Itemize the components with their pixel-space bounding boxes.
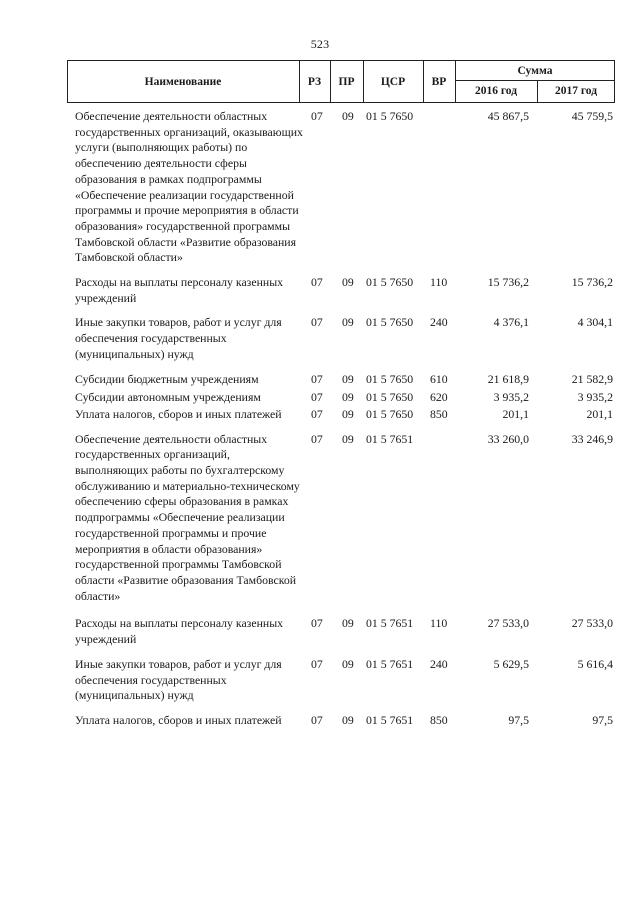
row-sum-2016: 5 629,5: [493, 656, 529, 671]
row-csr: 01 5 7650: [366, 390, 414, 405]
row-name: Уплата налогов, сборов и иных платежей: [75, 406, 282, 421]
table-row: [67, 109, 615, 266]
row-rz: 07: [311, 616, 323, 631]
row-csr: 01 5 7651: [366, 656, 414, 671]
table-row: [67, 315, 615, 362]
table-header: [67, 60, 615, 103]
table-row: [67, 275, 615, 306]
row-csr: 01 5 7650: [366, 371, 414, 386]
row-name: Иные закупки товаров, работ и услуг для обеспечения государственных (муниципальных) нужд: [75, 656, 282, 703]
row-pr: 09: [342, 275, 354, 290]
row-pr: 09: [342, 371, 354, 386]
row-sum-2016: 21 618,9: [487, 371, 529, 386]
row-pr: 09: [342, 656, 354, 671]
header-year-2016: 2016 год: [474, 85, 518, 97]
row-sum-2017: 15 736,2: [571, 275, 613, 290]
header-name: Наименование: [144, 75, 222, 88]
header-pr: ПР: [338, 75, 355, 88]
row-vr: 240: [430, 656, 448, 671]
table-row: [67, 372, 615, 388]
row-rz: 07: [311, 109, 323, 123]
row-sum-2017: 45 759,5: [571, 109, 613, 123]
row-vr: 610: [430, 371, 448, 386]
row-pr: 09: [342, 109, 354, 123]
row-sum-2016: 4 376,1: [493, 315, 529, 330]
row-rz: 07: [311, 406, 323, 421]
table-body: [67, 109, 615, 729]
row-csr: 01 5 7651: [366, 616, 414, 631]
row-name: Обеспечение деятельности областных государственных организаций, выполняющих работы по бухгалтерскому обслуживанию и материально-техническому обеспечению сферы образования в рамках подпрограммы «Обеспечение реализации государственной программы и прочие мероприятия в области образования» государственной программы Тамбовской области «Развитие образования Тамбовской области»: [75, 431, 300, 603]
row-name: Обеспечение деятельности областных государственных организаций, оказывающих услуги (выполняющих работы) по обеспечению деятельности сферы образования в рамках подпрограммы «Обеспечение реализации государственной программы и прочие мероприятия в области образования» государственной программы Тамбовской области «Развитие образования Тамбовской области»: [75, 109, 303, 265]
header-rz: РЗ: [307, 75, 322, 88]
row-sum-2017: 3 935,2: [577, 390, 613, 405]
row-csr: 01 5 7651: [366, 431, 414, 446]
header-csr: ЦСР: [380, 75, 406, 88]
row-sum-2017: 21 582,9: [571, 371, 613, 386]
row-sum-2016: 27 533,0: [487, 616, 529, 631]
row-sum-2016: 3 935,2: [493, 390, 529, 405]
row-vr: 110: [430, 275, 448, 290]
row-name: Расходы на выплаты персоналу казенных учреждений: [75, 275, 284, 305]
table-row: [67, 657, 615, 704]
row-sum-2017: 97,5: [592, 712, 613, 727]
table-row: [67, 713, 615, 729]
row-rz: 07: [311, 431, 323, 446]
row-sum-2016: 15 736,2: [487, 275, 529, 290]
row-sum-2016: 201,1: [502, 406, 529, 421]
header-vr: ВР: [431, 75, 447, 88]
page-number: 523: [310, 37, 330, 51]
table-row: [67, 407, 615, 423]
row-sum-2017: 201,1: [586, 406, 613, 421]
row-csr: 01 5 7650: [366, 315, 414, 330]
row-rz: 07: [311, 656, 323, 671]
row-name: Иные закупки товаров, работ и услуг для обеспечения государственных (муниципальных) нужд: [75, 315, 282, 361]
header-year-2017: 2017 год: [554, 85, 598, 97]
row-vr: 620: [430, 390, 448, 405]
row-sum-2016: 97,5: [508, 712, 529, 727]
row-vr: 850: [430, 712, 448, 727]
row-rz: 07: [311, 390, 323, 405]
header-sum: Сумма: [517, 64, 553, 77]
row-pr: 09: [342, 406, 354, 421]
row-rz: 07: [311, 315, 323, 330]
row-pr: 09: [342, 431, 354, 446]
row-vr: 850: [430, 406, 448, 421]
row-pr: 09: [342, 390, 354, 405]
table-row: [67, 616, 615, 647]
row-sum-2017: 4 304,1: [577, 315, 613, 330]
row-pr: 09: [342, 315, 354, 330]
row-sum-2017: 33 246,9: [571, 431, 613, 446]
row-rz: 07: [311, 275, 323, 290]
row-rz: 07: [311, 712, 323, 727]
row-name: Субсидии автономным учреждениям: [75, 390, 261, 405]
row-pr: 09: [342, 616, 354, 631]
row-rz: 07: [311, 371, 323, 386]
row-sum-2017: 27 533,0: [571, 616, 613, 631]
row-name: Расходы на выплаты персоналу казенных учреждений: [75, 616, 284, 647]
row-sum-2017: 5 616,4: [577, 656, 613, 671]
row-vr: 110: [430, 616, 448, 631]
row-pr: 09: [342, 712, 354, 727]
row-csr: 01 5 7650: [366, 406, 414, 421]
table-row: [67, 432, 615, 605]
row-name: Субсидии бюджетным учреждениям: [75, 371, 259, 386]
row-csr: 01 5 7651: [366, 712, 414, 727]
row-csr: 01 5 7650: [366, 275, 414, 290]
row-name: Уплата налогов, сборов и иных платежей: [75, 712, 282, 727]
row-vr: 240: [430, 315, 448, 330]
row-csr: 01 5 7650: [366, 109, 414, 123]
row-sum-2016: 33 260,0: [487, 431, 529, 446]
row-sum-2016: 45 867,5: [487, 109, 529, 123]
table-row: [67, 390, 615, 406]
